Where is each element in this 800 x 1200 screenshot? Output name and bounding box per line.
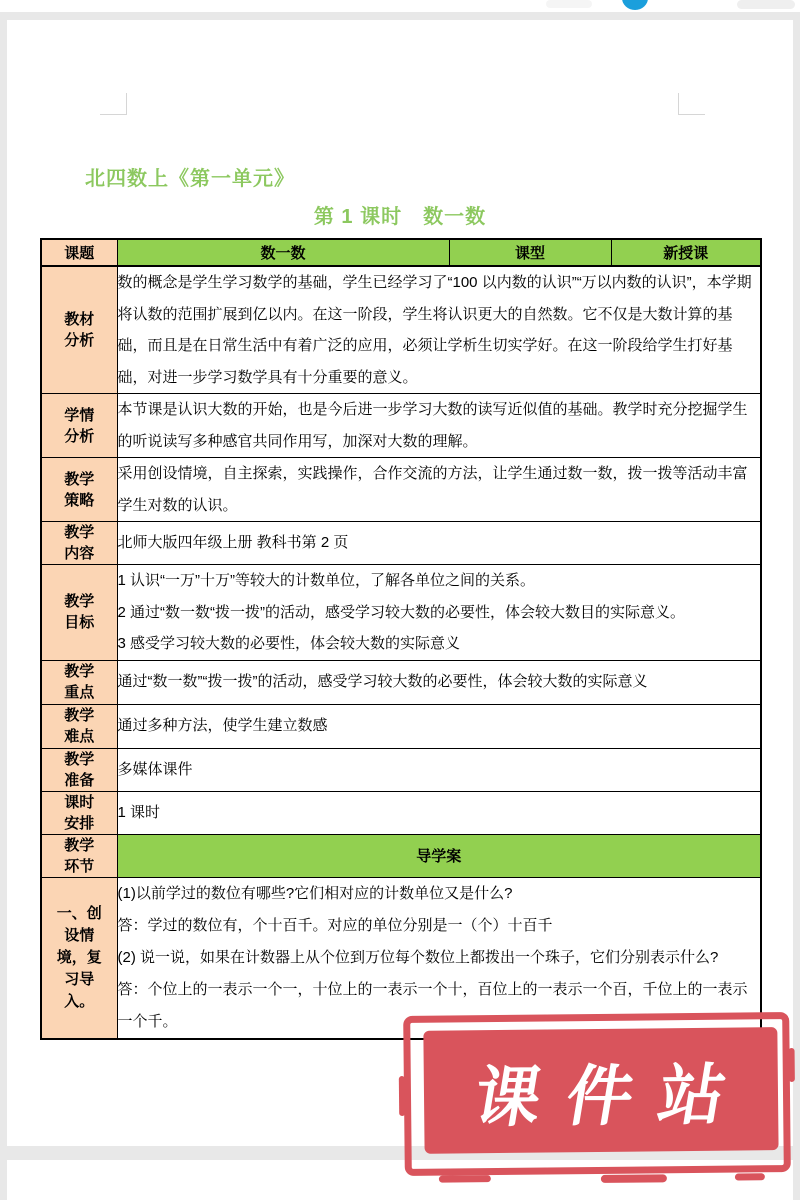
row-label-teaching-steps: 教学环节 xyxy=(41,834,117,877)
cell-guide-plan-banner: 导学案 xyxy=(117,834,761,877)
cell-lesson-schedule xyxy=(117,791,761,834)
header-cell-coursetype-label: 课型 xyxy=(449,239,611,266)
table-row xyxy=(41,394,761,458)
table-row xyxy=(41,748,761,791)
cell-teaching-goals xyxy=(117,565,761,661)
unit-title: 北四数上《第一单元》 xyxy=(85,168,295,190)
row-label-teaching-difficulty: 教学难点 xyxy=(41,704,117,748)
margin-corner-mark xyxy=(100,114,127,115)
paragraph: 1 课时 xyxy=(117,803,161,821)
paragraph: 本节课是认识大数的开始，也是今后进一步学习大数的读写近似值的基础。教学时充分挖掘学生的听说读写多种感官共同作用写，加深对大数的理解。 xyxy=(117,401,748,450)
row-label-teaching-strategy: 教学策略 xyxy=(41,458,117,522)
table-row xyxy=(41,565,761,661)
stamp-brush-mark xyxy=(601,1174,667,1183)
margin-corner-mark xyxy=(678,93,679,115)
cell-learner-analysis xyxy=(117,394,761,458)
header-cell-coursetype-value: 新授课 xyxy=(611,239,761,266)
stamp-brush-mark xyxy=(439,1175,491,1183)
stamp-brush-mark xyxy=(789,1048,795,1082)
margin-corner-mark xyxy=(678,114,705,115)
paragraph: 3 感受学习较大数的必要性，体会较大数的实际意义 xyxy=(117,635,461,652)
cell-teaching-strategy xyxy=(117,458,761,522)
cell-teaching-content xyxy=(117,522,761,565)
paragraph: 1 认识“一万”十万”等较大的计数单位，了解各单位之间的关系。 xyxy=(117,572,535,589)
table-row xyxy=(41,834,761,877)
row-label-teaching-content: 教学内容 xyxy=(41,522,117,565)
row-label-teaching-focus: 教学重点 xyxy=(41,660,117,704)
stamp-brush-mark xyxy=(399,1076,405,1116)
toolbar-remnant xyxy=(546,0,592,8)
document-page xyxy=(7,20,793,1146)
stamp-text: 课件站 xyxy=(468,1057,758,1135)
watermark-stamp xyxy=(403,1012,791,1176)
table-row xyxy=(41,704,761,748)
blue-dot-icon xyxy=(622,0,648,10)
lesson-title: 第 1 课时 数一数 xyxy=(313,206,487,228)
row-label-material-analysis: 教材分析 xyxy=(41,266,117,394)
paragraph: 数的概念是学生学习数学的基础，学生已经学习了“100 以内数的认识”“万以内数的认识”，本学期将认数的范围扩展到亿以内。在这一阶段，学生将认识更大的自然数。它不仅是大数计算的基础，而且是在日常生活中有着广泛的应用，必须让学析生切实学好。在这一阶段给学生打好基础，对进一步学习数学具有十分重要的意义。 xyxy=(117,274,752,386)
paragraph: 通过多种方法，使学生建立数感 xyxy=(117,717,328,735)
row-label-lesson-schedule: 课时安排 xyxy=(41,791,117,834)
paragraph: 北师大版四年级上册 教科书第 2 页 xyxy=(117,534,349,552)
paragraph: 通过“数一数”“拨一拨”的活动，感受学习较大数的必要性，体会较大数的实际意义 xyxy=(117,673,648,691)
cell-teaching-difficulty xyxy=(117,704,761,748)
paragraph: 多媒体课件 xyxy=(117,760,193,778)
cell-teaching-focus xyxy=(117,660,761,704)
table-row xyxy=(41,458,761,522)
toolbar-remnant xyxy=(737,0,795,9)
table-row xyxy=(41,266,761,394)
paragraph: 采用创设情境，自主探索，实践操作，合作交流的方法，让学生通过数一数，拨一拨等活动丰富学生对数的认识。 xyxy=(117,465,748,514)
table-row xyxy=(41,660,761,704)
paragraph: 2 通过“数一数“拨一拨”的活动，感受学习较大数的必要性，体会较大数目的实际意义。 xyxy=(117,603,685,621)
row-label-learner-analysis: 学情分析 xyxy=(41,394,117,458)
paragraph: 答：学过的数位有，个十百千。对应的单位分别是一（个）十百千 xyxy=(117,916,553,934)
table-row-header xyxy=(41,239,761,266)
cell-teaching-preparation xyxy=(117,748,761,791)
stamp-brush-mark xyxy=(735,1173,765,1180)
stamp-body xyxy=(423,1027,778,1154)
table-row xyxy=(41,791,761,834)
paragraph: 答：个位上的一表示一个一，十位上的一表示一个十，百位上的一表示一个百，千位上的一表示一个千。 xyxy=(117,980,748,1030)
table-row xyxy=(41,522,761,565)
header-cell-topic-label: 课题 xyxy=(41,239,117,266)
paragraph: (1)以前学过的数位有哪些?它们相对应的计数单位又是什么? xyxy=(117,884,513,902)
row-label-teaching-goals: 教学目标 xyxy=(41,565,117,661)
header-cell-topic-value: 数一数 xyxy=(117,239,449,266)
cell-material-analysis xyxy=(117,266,761,394)
lesson-plan-table xyxy=(40,238,762,1040)
paragraph: (2) 说一说，如果在计数器上从个位到万位每个数位上都拨出一个珠子，它们分别表示什么? xyxy=(117,948,719,966)
row-label-teaching-preparation: 教学准备 xyxy=(41,748,117,791)
margin-corner-mark xyxy=(126,93,127,115)
row-label-intro-section: 一、创设情境，复习导入。 xyxy=(41,877,117,1039)
